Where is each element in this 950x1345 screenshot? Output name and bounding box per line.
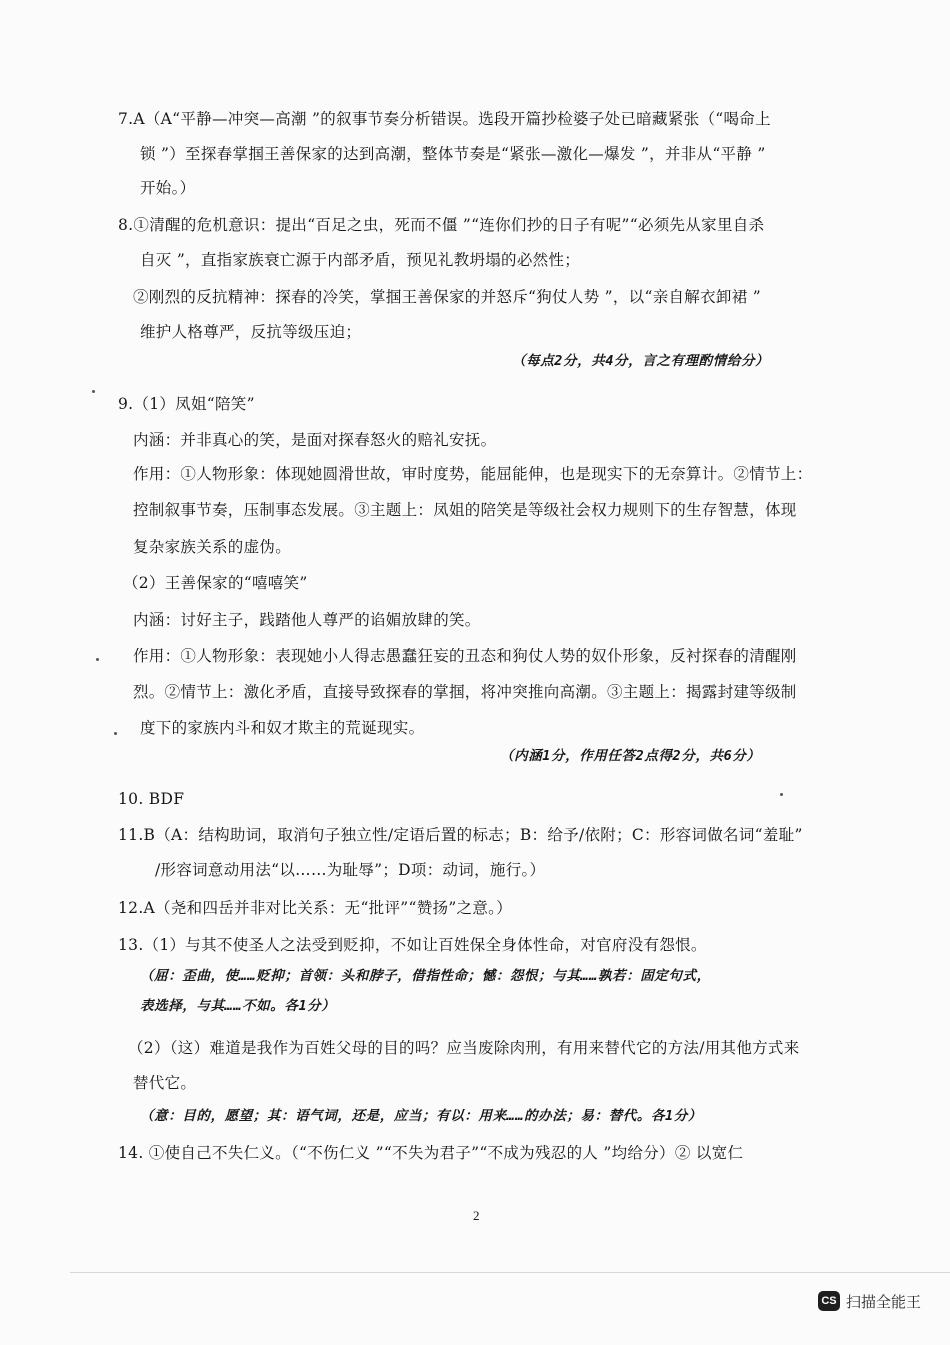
q7-line-2: 锁 ”）至探春掌掴王善保家的达到高潮，整体节奏是“紧张—激化—爆发 ”，并非从“平静 ” — [140, 145, 766, 163]
q9-1-meaning: 内涵：并非真心的笑，是面对探春怒火的赔礼安抚。 — [133, 431, 497, 449]
q9-2-effect-line-3: 度下的家族内斗和奴才欺主的荒诞现实。 — [140, 719, 425, 737]
q13-note-3: （意：目的，愿望；其：语气词，还是，应当；有以：用来……的办法；易：替代。各1分） — [140, 1108, 702, 1124]
q8-line-3: ②刚烈的反抗精神：探春的冷笑，掌掴王善保家的并怒斥“狗仗人势 ”，以“亲自解衣卸裙 ” — [133, 288, 761, 306]
q9-2-effect-line-2: 烈。②情节上：激化矛盾，直接导致探春的掌掴，将冲突推向高潮。③主题上：揭露封建等级制 — [133, 683, 797, 701]
q12-answer: 12.A（尧和四岳并非对比关系：无“批评”“赞扬”之意。） — [118, 899, 512, 917]
q11-line-1: 11.B（A：结构助词，取消句子独立性/定语后置的标志；B：给予/依附；C：形容词做名词“羞耻” — [118, 826, 803, 844]
q13-line-1: 13.（1）与其不使圣人之法受到贬抑，不如让百姓保全身体性命，对官府没有怨恨。 — [118, 936, 707, 954]
q8-scoring-note: （每点2分，共4分，言之有理酌情给分） — [512, 353, 770, 369]
scan-speck — [92, 390, 95, 393]
scanner-app-name: 扫描全能王 — [846, 1292, 922, 1311]
q11-line-2: /形容词意动用法“以……为耻辱”；D项：动词，施行。） — [155, 861, 546, 879]
scanner-app-icon: CS — [818, 1291, 840, 1311]
q10-answer: 10. BDF — [118, 790, 185, 808]
q9-1-effect-line-2: 控制叙事节奏，压制事态发展。③主题上：凤姐的陪笑是等级社会权力规则下的生存智慧，体现 — [133, 501, 797, 519]
scan-speck — [96, 658, 99, 661]
scan-speck — [114, 732, 117, 735]
q13-line-3: 替代它。 — [133, 1074, 197, 1092]
q8-line-1: 8.①清醒的危机意识：提出“百足之虫，死而不僵 ”“连你们抄的日子有呢”“必须先从家里自杀 — [118, 216, 765, 234]
q9-1-effect-line-3: 复杂家族关系的虚伪。 — [133, 538, 292, 556]
q13-line-2: （2）（这）难道是我作为百姓父母的目的吗？应当废除肉刑，有用来替代它的方法/用其他方式来 — [128, 1039, 800, 1057]
q9-1-effect-line-1: 作用：①人物形象：体现她圆滑世故，审时度势，能屈能伸，也是现实下的无奈算计。②情节上： — [133, 465, 813, 483]
scan-edge-line — [70, 1272, 950, 1273]
q13-note-2: 表选择，与其……不如。各1分） — [140, 998, 336, 1014]
q8-line-2: 自灭 ”，直指家族衰亡源于内部矛盾，预见礼教坍塌的必然性； — [140, 251, 581, 269]
q9-2-effect-line-1: 作用：①人物形象：表现她小人得志愚蠢狂妄的丑态和狗仗人势的奴仆形象，反衬探春的清醒刚 — [133, 647, 797, 665]
q9-scoring-note: （内涵1分，作用任答2点得2分，共6分） — [500, 748, 761, 764]
q13-note-1: （屈：歪曲，使……贬抑；首领：头和脖子，借指性命；憾：怨恨；与其……孰若：固定句式， — [140, 968, 711, 984]
scan-speck — [780, 793, 783, 796]
q7-line-1: 7.A（A“平静—冲突—高潮 ”的叙事节奏分析错误。选段开篇抄检婆子处已暗藏紧张（“喝命上 — [118, 110, 771, 128]
q9-heading-2: （2）王善保家的“嘻嘻笑” — [123, 574, 308, 592]
page-number: 2 — [473, 1208, 480, 1223]
scanner-watermark — [818, 1290, 950, 1312]
q8-line-4: 维护人格尊严，反抗等级压迫； — [140, 323, 362, 341]
q7-line-3: 开始。） — [140, 179, 196, 197]
q9-2-meaning: 内涵：讨好主子，践踏他人尊严的谄媚放肆的笑。 — [133, 611, 481, 629]
q14-line-1: 14. ①使自己不失仁义。（“不伤仁义 ”“不失为君子”“不成为残忍的人 ”均给分）② 以宽仁 — [118, 1144, 744, 1162]
q9-heading-1: 9.（1）凤姐“陪笑” — [118, 395, 255, 413]
